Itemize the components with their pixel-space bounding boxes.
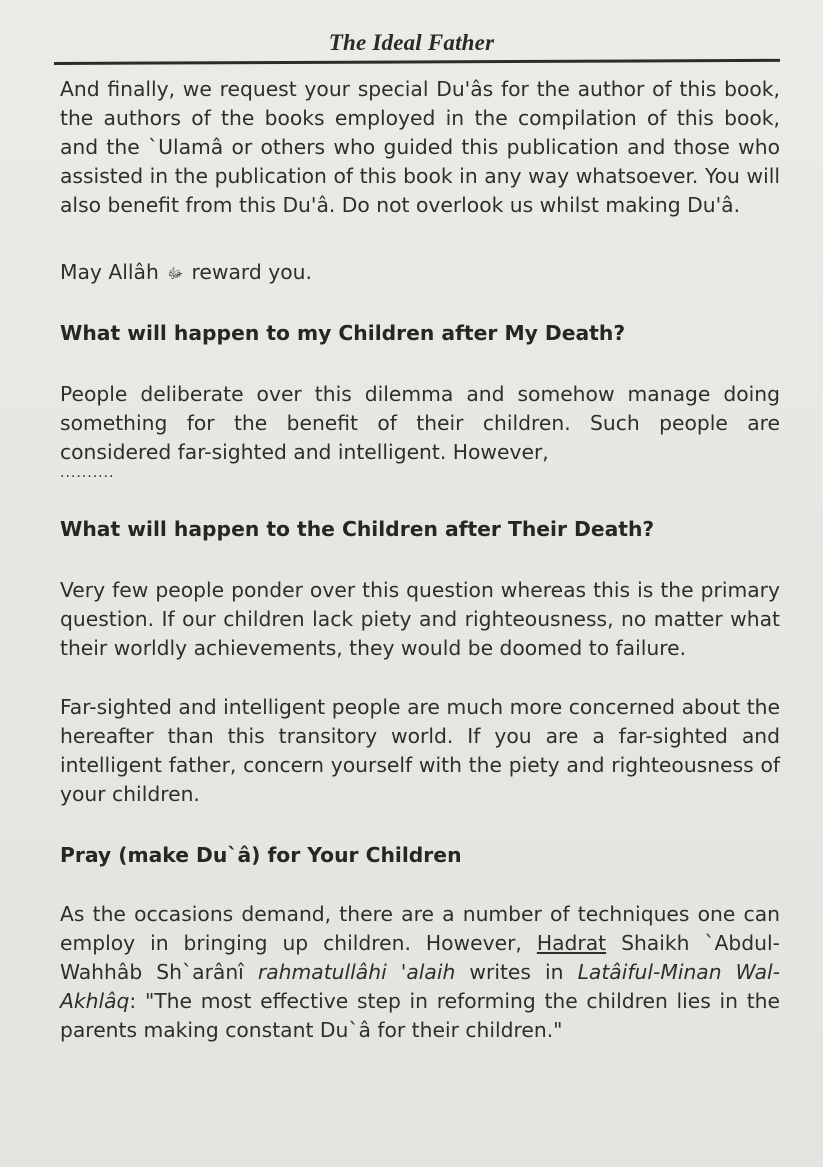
honorific-symbol: ﷻ — [167, 266, 184, 282]
running-head-title: The Ideal Father — [328, 30, 495, 55]
paragraph-far-sighted: People deliberate over this dilemma and somehow manage doing something for the benefit of their children. Such people are considered far-sighted and intelligent. However, — [60, 382, 780, 464]
paragraph-may-allah-reward — [60, 258, 780, 289]
heading-children-after-their-death: What will happen to the Children after Their Death? — [60, 517, 655, 541]
paragraph-techniques — [60, 900, 780, 1045]
page-body — [60, 75, 780, 1045]
reward-text-end: reward you. — [191, 260, 312, 284]
shaikh-name: Shaikh `Abdul-Wahhâb Sh`arânî — [60, 931, 780, 984]
reward-text-start: May Allâh — [60, 260, 159, 284]
heading-children-after-my-death: What will happen to my Children after My Death? — [60, 321, 626, 345]
honorific-phrase: rahmatullâhi 'alaih — [257, 960, 456, 984]
heading-pray-for-children: Pray (make Du`â) for Your Children — [60, 843, 462, 867]
paragraph-few-people-ponder: Very few people ponder over this question whereas this is the primary question. If our children lack piety and righteousness, no matter what their worldly achievements, they would be doomed to failure. — [60, 578, 780, 660]
hadrat-title: Hadrat — [536, 931, 607, 955]
quote-text: : "The most effective step in reforming the children lies in the parents making constant Du`â for their children." — [60, 989, 780, 1042]
ellipsis-mark: .......... — [60, 465, 115, 481]
writes-in-text: writes in — [469, 960, 564, 984]
paragraph-hereafter-concern: Far-sighted and intelligent people are much more concerned about the hereafter than this transitory world. If you are a far-sighted and intelligent father, concern yourself with the piety and righteousness of your children. — [60, 695, 780, 806]
paragraph-dua-request: And finally, we request your special Du'âs for the author of this book, the authors of the books employed in the compilation of this book, and the `Ulamâ or others who guided this publication and those who assisted in the publication of this book in any way whatsoever. You will also benefit from this Du'â. Do not overlook us whilst making Du'â. — [60, 77, 780, 217]
techniques-text-a: As the occasions demand, there are a number of techniques one can employ in bringing up children. However, — [60, 902, 780, 955]
book-title: Latâiful-Minan Wal-Akhlâq — [60, 960, 780, 1013]
header-rule — [54, 59, 780, 65]
